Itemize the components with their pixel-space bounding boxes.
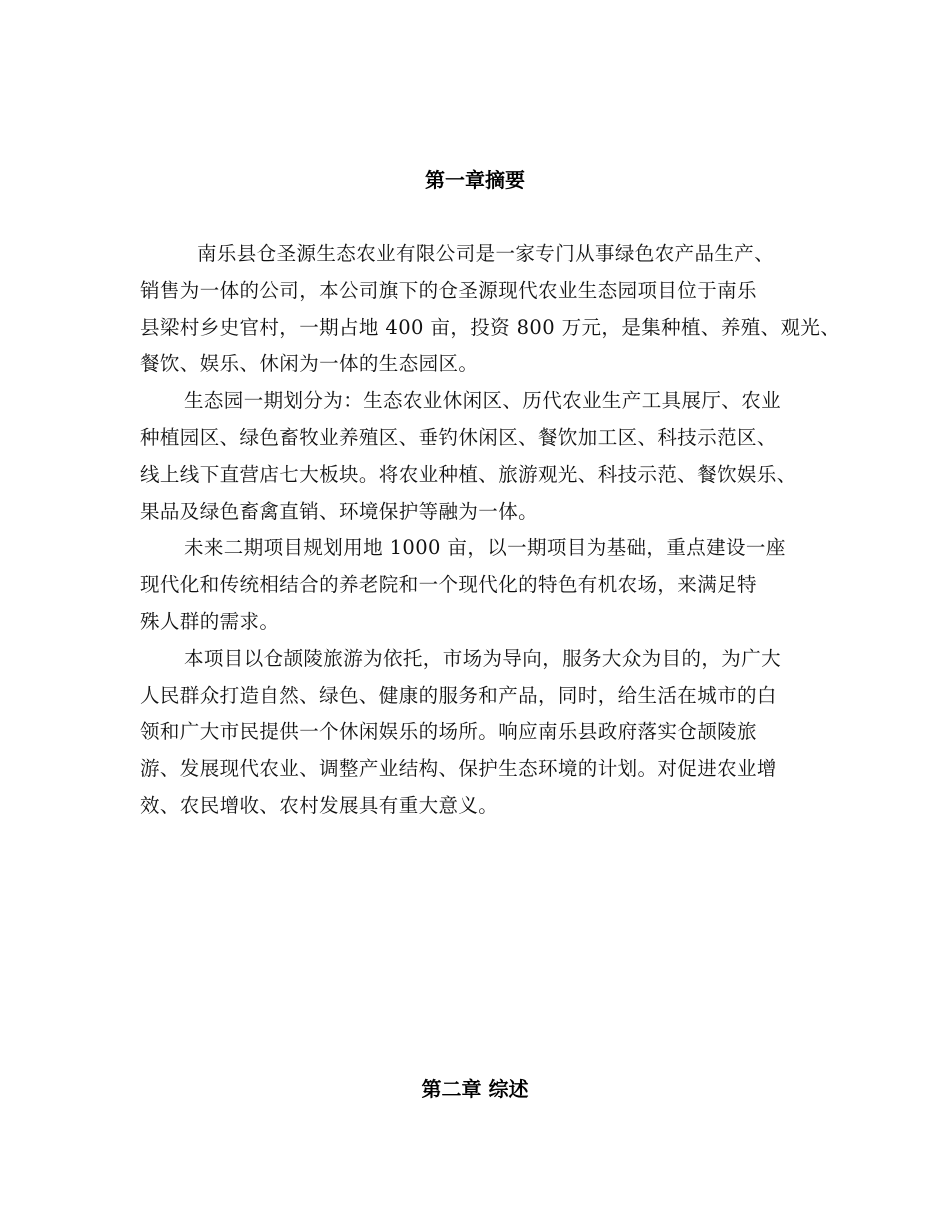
paragraph-phase-two-plan bbox=[140, 530, 830, 640]
paragraph-line: 果品及绿色畜禽直销、环境保护等融为一体。 bbox=[140, 499, 539, 523]
paragraph-line: 南乐县仓圣源生态农业有限公司是一家专门从事绿色农产品生产、 bbox=[197, 242, 775, 265]
paragraph-line: 人民群众打造自然、绿色、健康的服务和产品，同时，给生活在城市的白 bbox=[140, 683, 777, 707]
paragraph-line: 县梁村乡史官村，一期占地 400 亩，投资 800 万元，是集种植、养殖、观光、 bbox=[140, 315, 841, 339]
paragraph-line: 线上线下直营店七大板块。将农业种植、旅游观光、科技示范、餐饮娱乐、 bbox=[140, 462, 797, 486]
chapter-1-title: 第一章摘要 bbox=[425, 168, 525, 192]
paragraph-line: 本项目以仓颉陵旅游为依托，市场为导向，服务大众为目的，为广大 bbox=[184, 646, 782, 670]
paragraph-phase-one-zones bbox=[140, 383, 830, 530]
paragraph-line: 餐饮、娱乐、休闲为一体的生态园区。 bbox=[140, 352, 479, 376]
paragraph-line: 未来二期项目规划用地 1000 亩，以一期项目为基础，重点建设一座 bbox=[184, 536, 786, 560]
chapter-2-title: 第二章 综述 bbox=[421, 1077, 529, 1101]
paragraph-line: 现代化和传统相结合的养老院和一个现代化的特色有机农场，来满足特 bbox=[140, 573, 757, 597]
paragraph-line: 效、农民增收、农村发展具有重大意义。 bbox=[140, 793, 499, 817]
chapter-1-body bbox=[140, 236, 841, 825]
paragraph-line: 殊人群的需求。 bbox=[140, 609, 280, 633]
paragraph-company-intro bbox=[140, 236, 841, 383]
paragraph-line: 生态园一期划分为：生态农业休闲区、历代农业生产工具展厅、农业 bbox=[184, 389, 782, 413]
paragraph-project-significance bbox=[140, 641, 830, 825]
paragraph-line: 种植园区、绿色畜牧业养殖区、垂钓休闲区、餐饮加工区、科技示范区、 bbox=[140, 425, 777, 449]
paragraph-line: 销售为一体的公司，本公司旗下的仓圣源现代农业生态园项目位于南乐 bbox=[140, 278, 757, 302]
paragraph-line: 游、发展现代农业、调整产业结构、保护生态环境的计划。对促进农业增 bbox=[140, 757, 777, 781]
paragraph-line: 领和广大市民提供一个休闲娱乐的场所。响应南乐县政府落实仓颉陵旅 bbox=[140, 720, 757, 744]
